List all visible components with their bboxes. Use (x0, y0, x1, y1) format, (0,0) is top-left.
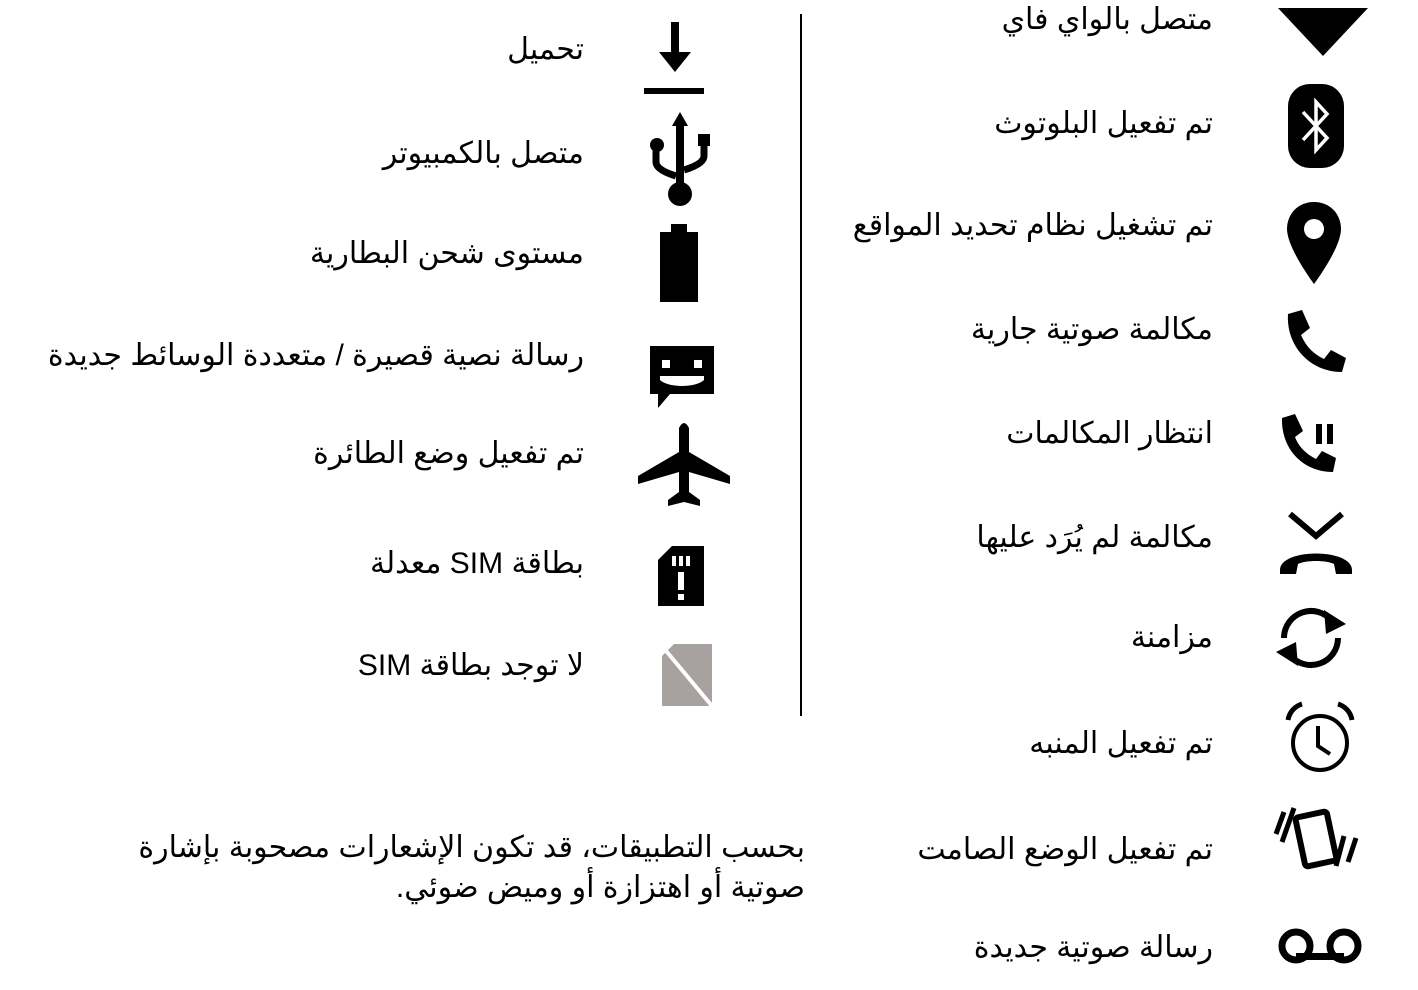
sync-icon (1266, 600, 1356, 676)
download-label: تحميل (507, 33, 584, 66)
download-icon (642, 22, 706, 100)
phone-call-icon (1282, 306, 1348, 376)
location-pin-icon (1285, 200, 1343, 286)
missed-call-icon (1276, 510, 1356, 578)
wifi-label: متصل بالواي فاي (1001, 3, 1213, 36)
location-label: تم تشغيل نظام تحديد المواقع (852, 209, 1213, 242)
airplane-label: تم تفعيل وضع الطائرة (313, 437, 584, 470)
alarm-label: تم تفعيل المنبه (1029, 727, 1213, 760)
silent-mode-label: تم تفعيل الوضع الصامت (917, 833, 1213, 866)
no-sim-label: لا توجد بطاقة SIM (357, 649, 584, 682)
call-label: مكالمة صوتية جارية (970, 313, 1213, 346)
wifi-icon (1278, 0, 1368, 60)
alarm-clock-icon (1280, 698, 1360, 778)
call-waiting-icon (1278, 412, 1344, 476)
usb-label: متصل بالكمبيوتر (382, 137, 584, 170)
missed-call-label: مكالمة لم يُرَد عليها (976, 521, 1213, 554)
voicemail-icon (1276, 926, 1364, 966)
sms-label: رسالة نصية قصيرة / متعددة الوسائط جديدة (47, 339, 584, 372)
sim-modified-icon (656, 544, 706, 608)
bluetooth-label: تم تفعيل البلوتوث (994, 107, 1213, 140)
no-sim-icon (660, 642, 714, 708)
sim-modified-label: بطاقة SIM معدلة (369, 547, 584, 580)
sms-message-icon (648, 344, 716, 412)
notification-note: بحسب التطبيقات، قد تكون الإشعارات مصحوبة بإشارة صوتية أو اهتزازة أو وميض ضوئي. (138, 831, 805, 904)
call-waiting-label: انتظار المكالمات (1006, 417, 1213, 450)
bluetooth-icon (1288, 84, 1344, 168)
battery-icon (658, 224, 700, 304)
battery-label: مستوى شحن البطارية (309, 237, 584, 270)
airplane-icon (636, 420, 732, 510)
column-divider (800, 14, 802, 716)
usb-icon (646, 110, 714, 208)
vibrate-icon (1270, 806, 1366, 872)
voicemail-label: رسالة صوتية جديدة (973, 931, 1213, 964)
sync-label: مزامنة (1130, 621, 1213, 654)
